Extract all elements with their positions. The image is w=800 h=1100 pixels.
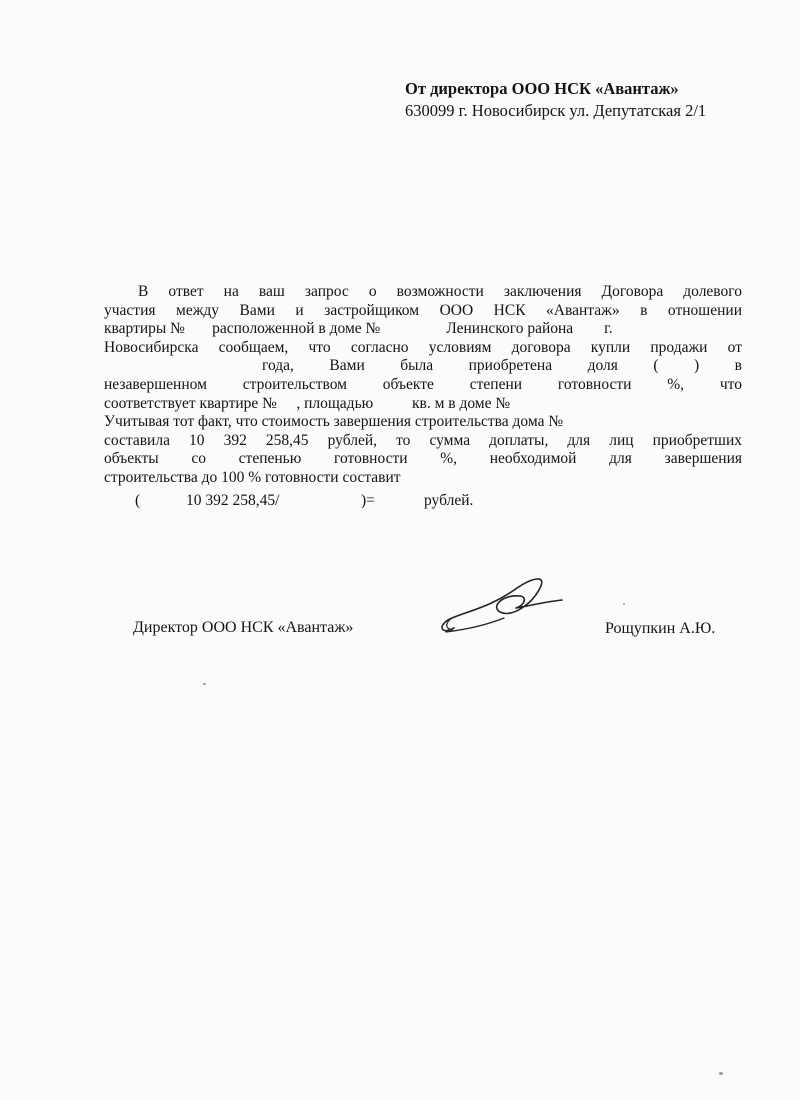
- signer-position: Директор ООО НСК «Авантаж»: [133, 619, 354, 636]
- body-line-11: строительства до 100 % готовности составит: [104, 468, 401, 486]
- body-line-6: незавершенном строительством объекте степени готовности %, что: [104, 375, 742, 393]
- formula-close-eq: )=: [361, 491, 375, 509]
- body-line-7: соответствует квартире № , площадью кв. м в доме №: [104, 394, 511, 412]
- body-line-4: Новосибирска сообщаем, что согласно условиям договора купли продажи от: [104, 338, 742, 356]
- scan-speck: [623, 603, 625, 605]
- formula-amount: 10 392 258,45/: [186, 491, 280, 509]
- body-line-1: В ответ на ваш запрос о возможности заключения Договора долевого: [138, 283, 742, 300]
- handwritten-signature: [432, 566, 602, 646]
- formula-unit: рублей.: [424, 491, 474, 509]
- scan-speck: [203, 683, 206, 685]
- payment-formula: [104, 492, 742, 514]
- body-line-5: года, Вами была приобретена доля ( ) в: [262, 357, 742, 375]
- body-line-9: составила 10 392 258,45 рублей, то сумма доплаты, для лиц приобретших: [104, 431, 742, 449]
- body-line-2: участия между Вами и застройщиком ООО НСК «Авантаж» в отношении: [104, 301, 742, 319]
- formula-open-paren: (: [135, 491, 141, 509]
- signature-row: [0, 616, 800, 656]
- scan-speck: [719, 1072, 723, 1075]
- sender-address: 630099 г. Новосибирск ул. Депутатская 2/1: [405, 101, 707, 120]
- body-line-3: квартиры № расположенной в доме № Ленинского района г.: [104, 320, 613, 338]
- body-line-10: объекты со степенью готовности %, необходимой для завершения: [104, 450, 742, 468]
- sender-header: [405, 78, 706, 122]
- body-line-8: Учитывая тот факт, что стоимость завершения строительства дома №: [104, 413, 564, 431]
- letter-body: [104, 283, 742, 514]
- sender-title: От директора ООО НСК «Авантаж»: [405, 79, 679, 98]
- signer-name: Рощупкин А.Ю.: [605, 620, 716, 637]
